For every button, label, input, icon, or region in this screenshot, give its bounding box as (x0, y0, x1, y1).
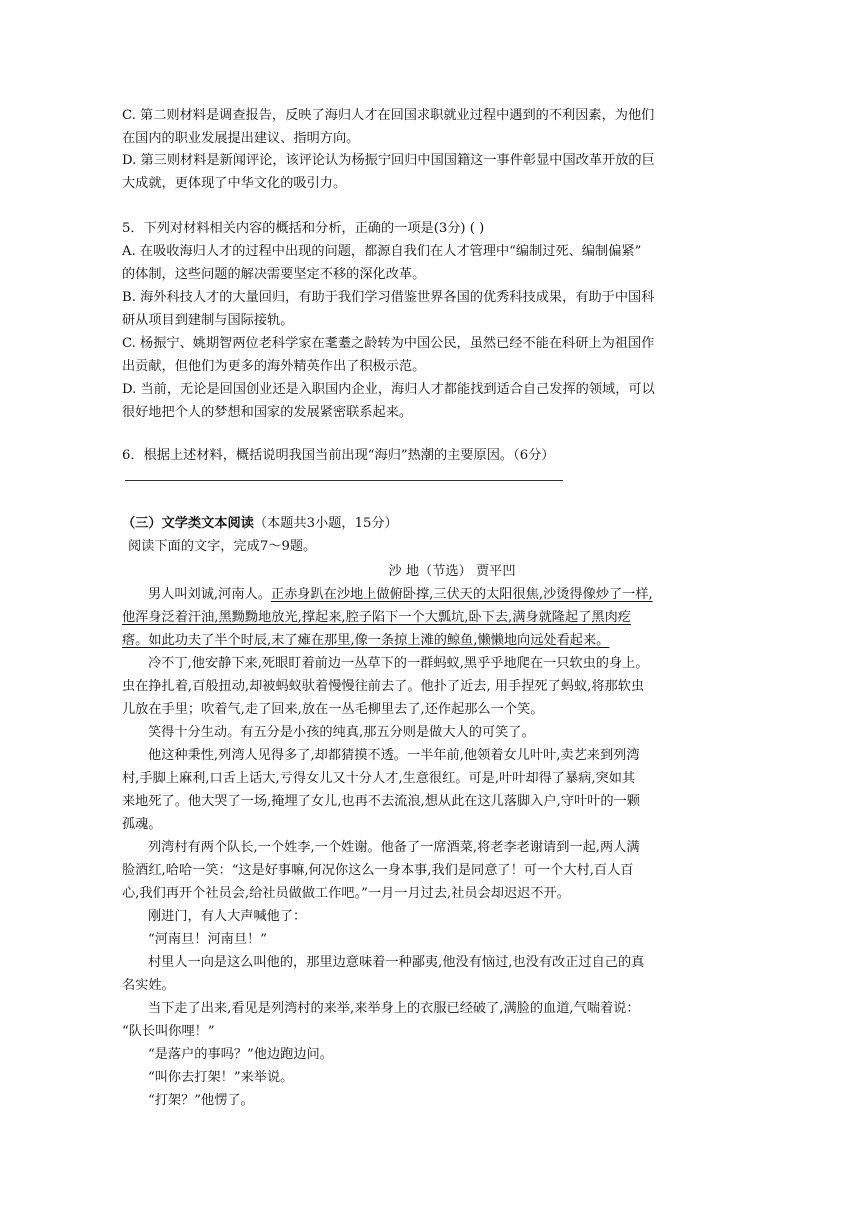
story-paragraph-8 (122, 951, 742, 997)
text-line: 心,我们再开个社员会,给社员做做工作吧。”一月一月过去,社员会却迟迟不开。 (122, 886, 570, 901)
underlined-passage-line: 瘩。如此功夫了半个时辰,末了瘫在那里,像一条掠上滩的鲸鱼,懒懒地向远处看起来。 (122, 633, 610, 648)
q5-option-b (122, 286, 742, 332)
story-paragraph-2 (122, 652, 742, 721)
text-line: 儿放在手里；吹着气,走了回来,放在一丛毛柳里去了,还作起那么一个笑。 (122, 702, 544, 717)
story-title: 沙 地（节选） 贾平凹 (388, 564, 516, 579)
story-paragraph-3 (122, 721, 742, 744)
text-line: 虫在挣扎着,百般扭动,却被蚂蚁驮着慢慢往前去了。他扑了近去, 用手捏死了蚂蚁,将那软虫 (122, 679, 645, 694)
story-paragraph-11 (122, 1066, 742, 1089)
text-line: 脸酒红,哈哈一笑：“这是好事嘛,何况你这么一身本事,我们是同意了！可一个大村,百人百 (122, 863, 634, 878)
text-line: 的体制，这些问题的解决需要坚定不移的深化改革。 (122, 267, 426, 282)
text-line: 冷不丁,他安静下来,死眼盯着前边一丛草下的一群蚂蚁,黑乎乎地爬在一只软虫的身上。 (148, 656, 649, 671)
paragraph-lead: 男人叫刘诚,河南人。 (148, 587, 271, 602)
text-line: 在国内的职业发展提出建议、指明方向。 (122, 131, 360, 146)
text-line: 名实姓。 (122, 978, 175, 993)
text-line: 来地死了。他大哭了一场,掩埋了女儿,也再不去流浪,想从此在这儿落脚入户,守叶叶的一颗 (122, 794, 640, 809)
text-line: 大成就，更体现了中华文化的吸引力。 (122, 176, 347, 191)
answer-line (125, 480, 563, 481)
text-line: “队长叫你哩！” (122, 1024, 215, 1039)
text-line: C. 第二则材料是调查报告，反映了海归人才在回国求职就业过程中遇到的不利因素，为他们 (122, 108, 655, 123)
q5-option-c (122, 332, 742, 378)
text-line: 村,手脚上麻利,口舌上话大,亏得女儿又十分人才,生意很红。可是,叶叶却得了暴病,突如其 (122, 771, 636, 786)
text-line: 他这种秉性,列湾人见得多了,却都猜摸不透。一半年前,他领着女儿叶叶,卖艺来到列湾 (148, 748, 640, 763)
text-line: “是落户的事吗？”他边跑边问。 (148, 1047, 333, 1062)
story-paragraph-5 (122, 836, 742, 905)
story-paragraph-12 (122, 1089, 742, 1112)
q5-stem: 5．下列对材料相关内容的概括和分析，正确的一项是(3分) ( ) (122, 221, 485, 236)
text-line: 孤魂。 (122, 817, 162, 832)
q5-option-a (122, 240, 742, 286)
underlined-passage-line: 他浑身泛着汗油,黑黝黝地放光,撑起来,腔子陷下一个大瓢坑,卧下去,满身就隆起了黑肉疙 (122, 610, 631, 625)
text-line: “叫你去打架！”来举说。 (148, 1070, 294, 1085)
text-line: A. 在吸收海归人才的过程中出现的问题，都源自我们在人才管理中“编制过死、编制偏紧” (122, 244, 642, 259)
story-paragraph-10 (122, 1043, 742, 1066)
text-line: D. 当前，无论是回国创业还是入职国内企业，海归人才都能找到适合自己发挥的领域，可以 (122, 382, 655, 397)
text-line: 笑得十分生动。有五分是小孩的纯真,那五分则是做大人的可笑了。 (148, 725, 535, 740)
text-line: 刚进门，有人大声喊他了： (148, 909, 307, 924)
section3-heading (122, 512, 742, 535)
q4-option-d (122, 149, 742, 195)
text-line: 当下走了出来,看见是列湾村的来举,来举身上的衣服已经破了,满脸的血道,气喘着说： (148, 1001, 640, 1016)
q5-option-d (122, 378, 742, 424)
text-line: B. 海外科技人才的大量回归，有助于我们学习借鉴世界各国的优秀科技成果，有助于中国科 (122, 290, 655, 305)
text-line: “打架？”他愣了。 (148, 1093, 254, 1108)
story-paragraph-7 (122, 928, 742, 951)
story-paragraph-4 (122, 744, 742, 836)
underlined-passage-line: 正赤身趴在沙地上做俯卧撑,三伏天的太阳很焦,沙烫得像炒了一样, (270, 587, 653, 602)
q6-stem: 6．根据上述材料，概括说明我国当前出现“海归”热潮的主要原因。（6分） (122, 448, 555, 463)
q4-option-c (122, 104, 742, 150)
text-line: “河南旦！河南旦！” (148, 932, 267, 947)
story-paragraph-6 (122, 905, 742, 928)
text-line: 村里人一向是这么叫他的，那里边意味着一种鄙夷,他没有恼过,也没有改正过自己的真 (148, 955, 645, 970)
text-line: 出贡献，但他们为更多的海外精英作出了积极示范。 (122, 359, 426, 374)
text-line: 列湾村有两个队长,一个姓李,一个姓谢。他备了一席酒菜,将老李老谢请到一起,两人满 (148, 840, 640, 855)
text-line (122, 583, 742, 606)
section3-title: （三）文学类文本阅读 (122, 516, 254, 531)
text-line: D. 第三则材料是新闻评论，该评论认为杨振宁回归中国国籍这一事件彰显中国改革开放的巨 (122, 153, 655, 168)
text-line (122, 629, 742, 652)
text-line: 研从项目到建制与国际接轨。 (122, 313, 294, 328)
story-paragraph-9 (122, 997, 742, 1043)
text-line: C. 杨振宁、姚期智两位老科学家在耄耋之龄转为中国公民，虽然已经不能在科研上为祖国作 (122, 336, 655, 351)
story-paragraph-1 (122, 583, 742, 652)
section3-note: （本题共3小题，15分） (253, 516, 398, 531)
section3-instruction: 阅读下面的文字，完成7～9题。 (128, 539, 317, 554)
text-line: 很好地把个人的梦想和国家的发展紧密联系起来。 (122, 405, 413, 420)
